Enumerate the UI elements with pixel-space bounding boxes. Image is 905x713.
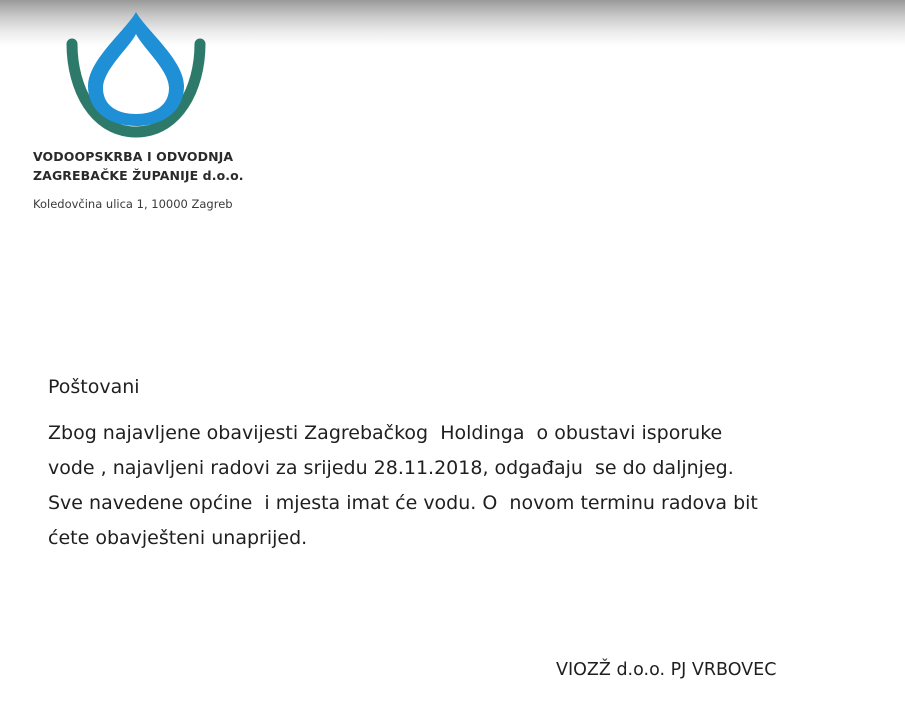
- company-name-line1: VODOOPSKRBA I ODVODNJA: [33, 149, 234, 164]
- company-address: Koledovčina ulica 1, 10000 Zagreb: [33, 197, 233, 211]
- company-name: [33, 147, 244, 185]
- letter-body-line: vode , najavljeni radovi za srijedu 28.11.2018, odgađaju se do daljnjeg.: [48, 457, 734, 479]
- letter-body-line: Sve navedene općine i mjesta imat će vodu. O novom terminu radova bit: [48, 492, 758, 514]
- letter-body: [48, 372, 868, 556]
- company-name-line2: ZAGREBAČKE ŽUPANIJE d.o.o.: [33, 168, 244, 183]
- letter-greeting: Poštovani: [48, 376, 140, 398]
- letter-body-line: Zbog najavljene obavijesti Zagrebačkog Holdinga o obustavi isporuke: [48, 422, 723, 444]
- water-drop-logo: [66, 8, 206, 140]
- letter-body-line: ćete obavješteni unaprijed.: [48, 527, 308, 549]
- letter-signature: VIOZŽ d.o.o. PJ VRBOVEC: [556, 660, 777, 680]
